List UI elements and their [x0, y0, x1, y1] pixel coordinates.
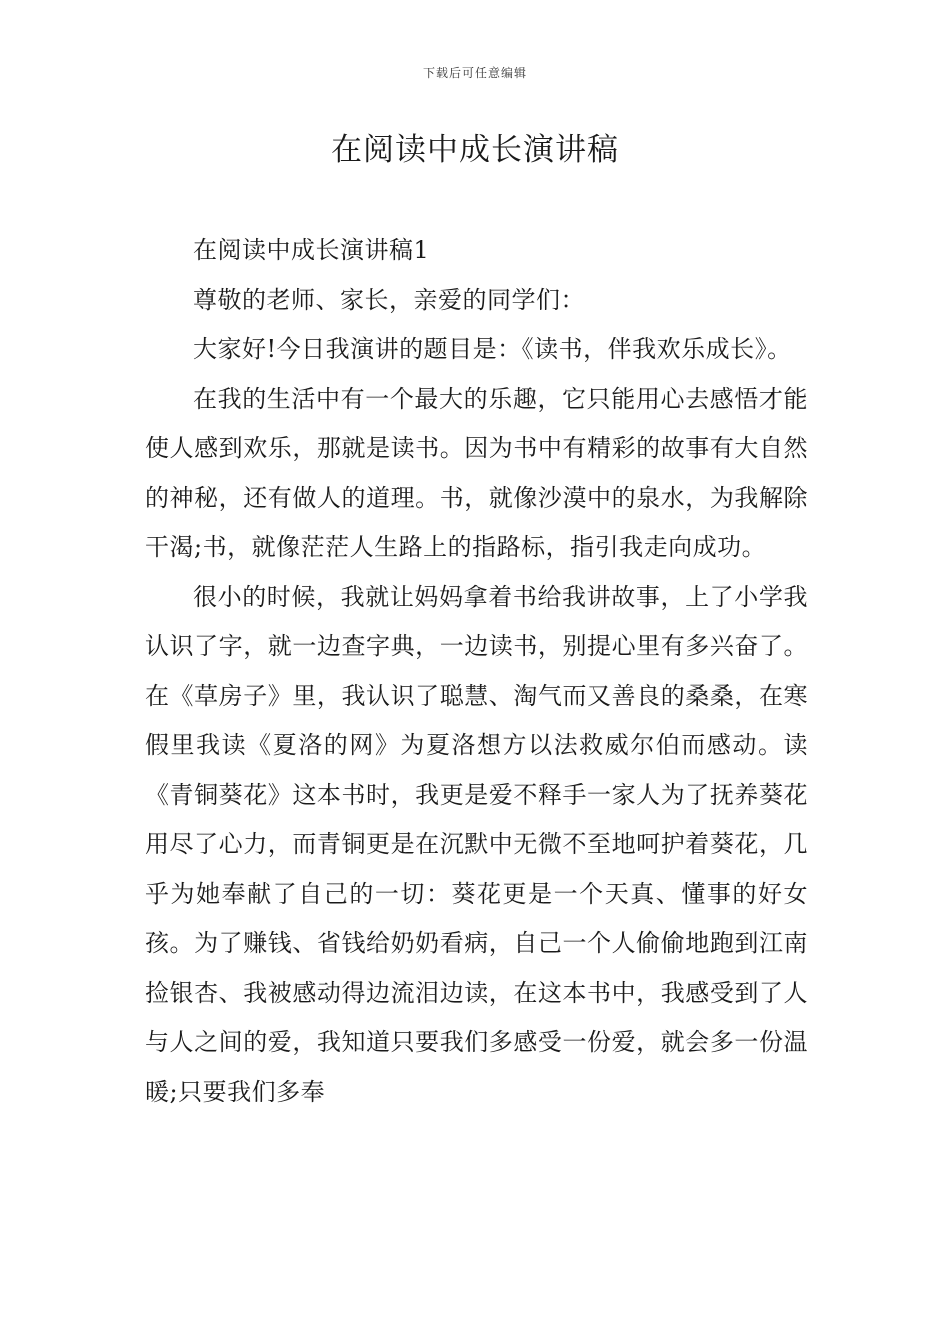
body-paragraph-childhood-reading: 很小的时候，我就让妈妈拿着书给我讲故事，上了小学我认识了字，就一边查字典，一边读书，别提心里有多兴奋了。在《草房子》里，我认识了聪慧、淘气而又善良的桑桑，在寒假里我读《夏洛的网》为夏洛想方以法救威尔伯而感动。读《青铜葵花》这本书时，我更是爱不释手一家人为了抚养葵花用尽了心力，而青铜更是在沉默中无微不至地呵护着葵花，几乎为她奉献了自己的一切：葵花更是一个天真、懂事的好女孩。为了赚钱、省钱给奶奶看病，自己一个人偷偷地跑到江南捡银杏、我被感动得边流泪边读，在这本书中，我感受到了人与人之间的爱，我知道只要我们多感受一份爱，就会多一份温暖;只要我们多奉 [145, 582, 808, 1106]
document-title: 在阅读中成长演讲稿 [331, 132, 619, 168]
page-header-note: 下载后可任意编辑 [422, 66, 527, 80]
salutation-paragraph: 尊敬的老师、家长，亲爱的同学们： [193, 285, 585, 314]
document-body [145, 226, 808, 1117]
body-paragraph-reading-joy: 在我的生活中有一个最大的乐趣，它只能用心去感悟才能使人感到欢乐，那就是读书。因为书中有精彩的故事有大自然的神秘，还有做人的道理。书，就像沙漠中的泉水，为我解除干渴;书，就像茫茫人生路上的指路标，指引我走向成功。 [145, 384, 808, 561]
speech-subtitle: 在阅读中成长演讲稿1 [193, 236, 430, 264]
greeting-paragraph: 大家好!今日我演讲的题目是：《读书，伴我欢乐成长》。 [193, 335, 792, 363]
